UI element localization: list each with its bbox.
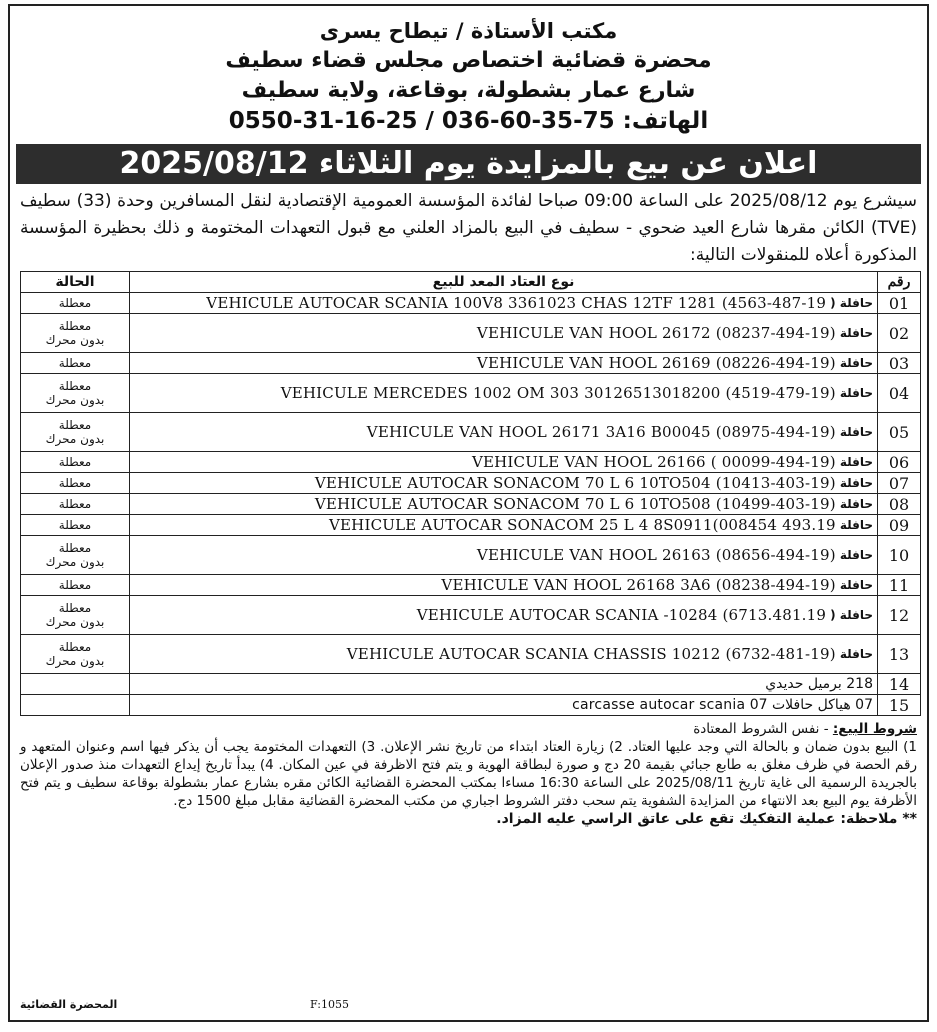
- row-description: [130, 596, 878, 635]
- state-label: معطلة: [58, 640, 92, 654]
- row-description: [130, 674, 878, 695]
- row-description: [130, 515, 878, 536]
- state-detail: بدون محرك: [45, 432, 105, 446]
- table-row: [21, 413, 921, 452]
- row-prefix: حافلة: [839, 497, 873, 511]
- state-label: معطلة: [58, 476, 92, 490]
- row-state: [21, 635, 130, 674]
- state-label: معطلة: [58, 578, 92, 592]
- state-label: معطلة: [58, 518, 92, 532]
- row-number: 15: [878, 695, 921, 716]
- row-text: VEHICULE AUTOCAR SCANIA -10284 (6713.481.19: [416, 606, 827, 624]
- row-number: 04: [878, 374, 921, 413]
- row-description: [130, 536, 878, 575]
- row-text: 07 هياكل حافلات 07 carcasse autocar scania: [572, 697, 873, 713]
- row-number: 12: [878, 596, 921, 635]
- state-label: معطلة: [58, 541, 92, 555]
- row-number: 13: [878, 635, 921, 674]
- row-number: 06: [878, 452, 921, 473]
- row-description: [130, 413, 878, 452]
- auction-notice: [8, 4, 929, 1022]
- office-address: شارع عمار بشطولة، بوقاعة، ولاية سطيف: [241, 78, 696, 103]
- row-prefix: حافلة: [839, 647, 873, 661]
- row-prefix: حافلة: [839, 578, 873, 592]
- office-jurisdiction: محضرة قضائية اختصاص مجلس قضاء سطيف: [225, 48, 712, 73]
- announcement-banner: اعلان عن بيع بالمزايدة يوم الثلاثاء 2025/08/12: [16, 144, 921, 184]
- row-state: [21, 494, 130, 515]
- state-label: معطلة: [58, 418, 92, 432]
- terms-body: 1) البيع بدون ضمان و بالحالة التي وجد عليها العتاد. 2) زيارة العتاد ابتداء من تاريخ نشر الإعلان. 3) التعهدات المختومة يجب أن يذكر فيها اسم وعنوان المتعهد و رقم الحصة في ظرف مغلق به طابع جبائي بقيمة 20 دج و صورة لبطاقة الهوية و يتم فتح الاظرفة في عين المكان. 4) يبدأ تاريخ إيداع التعهدات منذ صدور الإعلان بالجريدة الرسمية الى غاية تاريخ 2025/08/11 على الساعة 16:30 مساءا بمكتب المحضرة القضائية الكائن مقره بشارع عمار بشطولة بوقاعة سطيف و يتم فتح الأظرفة يوم البيع بعد الانتهاء من المزايدة الشفوية يتم سحب دفتر الشروط اجباري من مكتب المحضرة القضائية مقابل مبلغ 1500 دج.: [20, 739, 918, 809]
- terms-subtitle: - نفس الشروط المعتادة: [693, 721, 829, 737]
- row-state: [21, 452, 130, 473]
- state-detail: بدون محرك: [45, 615, 105, 629]
- row-prefix: حافلة: [839, 455, 873, 469]
- state-label: معطلة: [58, 379, 92, 393]
- row-text: VEHICULE VAN HOOL 26166 ( 00099-494-19): [471, 453, 836, 471]
- row-state: [21, 575, 130, 596]
- row-prefix: حافلة: [839, 386, 873, 400]
- table-row: [21, 596, 921, 635]
- table-row: [21, 635, 921, 674]
- state-label: معطلة: [58, 356, 92, 370]
- state-detail: بدون محرك: [45, 333, 105, 347]
- items-table: [20, 271, 921, 716]
- table-row: [21, 314, 921, 353]
- table-row: [21, 575, 921, 596]
- intro-paragraph: سيشرع يوم 2025/08/12 على الساعة 09:00 صباحا لفائدة المؤسسة العمومية الإقتصادية لنقل المسافرين وحدة (33) سطيف (TVE) الكائن مقرها شارع العيد ضحوي - سطيف في البيع بالمزاد العلني مع قبول التعهدات المختومة و ذلك بحظيرة المؤسسة المذكورة أعلاه للمنقولات التالية:: [20, 191, 917, 265]
- row-description: [130, 293, 878, 314]
- row-text: VEHICULE VAN HOOL 26168 3A6 (08238-494-19): [441, 576, 836, 594]
- row-text: VEHICULE AUTOCAR SCANIA CHASSIS 10212 (6732-481-19): [346, 645, 836, 663]
- state-label: معطلة: [58, 601, 92, 615]
- row-state: [21, 536, 130, 575]
- header-num: رقم: [878, 272, 921, 293]
- row-prefix: حافلة: [839, 548, 873, 562]
- table-row: [21, 353, 921, 374]
- footer-ref: F:1055: [310, 998, 349, 1011]
- row-state: [21, 293, 130, 314]
- office-name: مكتب الأستاذة / تيطاح يسرى: [319, 19, 618, 43]
- table-row: [21, 695, 921, 716]
- row-number: 03: [878, 353, 921, 374]
- terms-title: شروط البيع:: [832, 721, 917, 737]
- row-description: [130, 575, 878, 596]
- sale-terms: [10, 716, 927, 828]
- row-number: 09: [878, 515, 921, 536]
- row-description: [130, 353, 878, 374]
- table-row: [21, 293, 921, 314]
- row-description: [130, 452, 878, 473]
- row-number: 01: [878, 293, 921, 314]
- row-state: [21, 674, 130, 695]
- office-phone: الهاتف: 75-35-60-036 / 25-16-31-0550: [228, 108, 709, 134]
- row-number: 10: [878, 536, 921, 575]
- row-prefix: حافلة: [839, 518, 873, 532]
- row-state: [21, 695, 130, 716]
- row-text: VEHICULE AUTOCAR SONACOM 70 L 6 10TO504 (10413-403-19): [314, 474, 836, 492]
- table-row: [21, 515, 921, 536]
- row-state: [21, 596, 130, 635]
- row-text: VEHICULE VAN HOOL 26163 (08656-494-19): [476, 546, 836, 564]
- row-description: [130, 374, 878, 413]
- row-text: VEHICULE VAN HOOL 26171 3A16 B00045 (08975-494-19): [366, 423, 836, 441]
- row-number: 14: [878, 674, 921, 695]
- table-row: [21, 536, 921, 575]
- row-description: [130, 695, 878, 716]
- row-description: [130, 494, 878, 515]
- header-desc: نوع العتاد المعد للبيع: [130, 272, 878, 293]
- table-row: [21, 452, 921, 473]
- table-row: [21, 374, 921, 413]
- row-state: [21, 473, 130, 494]
- state-label: معطلة: [58, 497, 92, 511]
- row-prefix: حافلة: [839, 356, 873, 370]
- table-row: [21, 674, 921, 695]
- row-prefix: حافلة (: [830, 608, 873, 622]
- row-description: [130, 473, 878, 494]
- row-text: 218 برميل حديدي: [765, 676, 873, 692]
- footer-office: المحضرة القضائية: [20, 998, 118, 1011]
- row-number: 11: [878, 575, 921, 596]
- terms-note: ** ملاحظة: عملية التفكيك تقع على عاتق الراسي عليه المزاد.: [496, 811, 917, 827]
- row-state: [21, 353, 130, 374]
- row-description: [130, 314, 878, 353]
- header-state: الحالة: [21, 272, 130, 293]
- office-header: [10, 6, 927, 136]
- row-number: 05: [878, 413, 921, 452]
- row-text: VEHICULE VAN HOOL 26172 (08237-494-19): [476, 324, 836, 342]
- state-label: معطلة: [58, 455, 92, 469]
- row-state: [21, 314, 130, 353]
- row-prefix: حافلة (: [830, 296, 873, 310]
- row-text: VEHICULE AUTOCAR SONACOM 25 L 4 8S0911(008454 493.19: [328, 516, 836, 534]
- row-prefix: حافلة: [839, 326, 873, 340]
- state-detail: بدون محرك: [45, 393, 105, 407]
- row-text: VEHICULE VAN HOOL 26169 (08226-494-19): [476, 354, 836, 372]
- row-text: VEHICULE AUTOCAR SCANIA 100V8 3361023 CHAS 12TF 1281 (4563-487-19: [206, 294, 827, 312]
- table-row: [21, 494, 921, 515]
- row-text: VEHICULE AUTOCAR SONACOM 70 L 6 10TO508 (10499-403-19): [314, 495, 836, 513]
- row-description: [130, 635, 878, 674]
- state-label: معطلة: [58, 319, 92, 333]
- row-number: 08: [878, 494, 921, 515]
- row-state: [21, 515, 130, 536]
- footer: [20, 998, 917, 1016]
- row-text: VEHICULE MERCEDES 1002 OM 303 30126513018200 (4519-479-19): [280, 384, 836, 402]
- row-state: [21, 374, 130, 413]
- state-detail: بدون محرك: [45, 654, 105, 668]
- row-number: 02: [878, 314, 921, 353]
- row-prefix: حافلة: [839, 476, 873, 490]
- row-prefix: حافلة: [839, 425, 873, 439]
- row-state: [21, 413, 130, 452]
- state-detail: بدون محرك: [45, 555, 105, 569]
- row-number: 07: [878, 473, 921, 494]
- table-row: [21, 473, 921, 494]
- state-label: معطلة: [58, 296, 92, 310]
